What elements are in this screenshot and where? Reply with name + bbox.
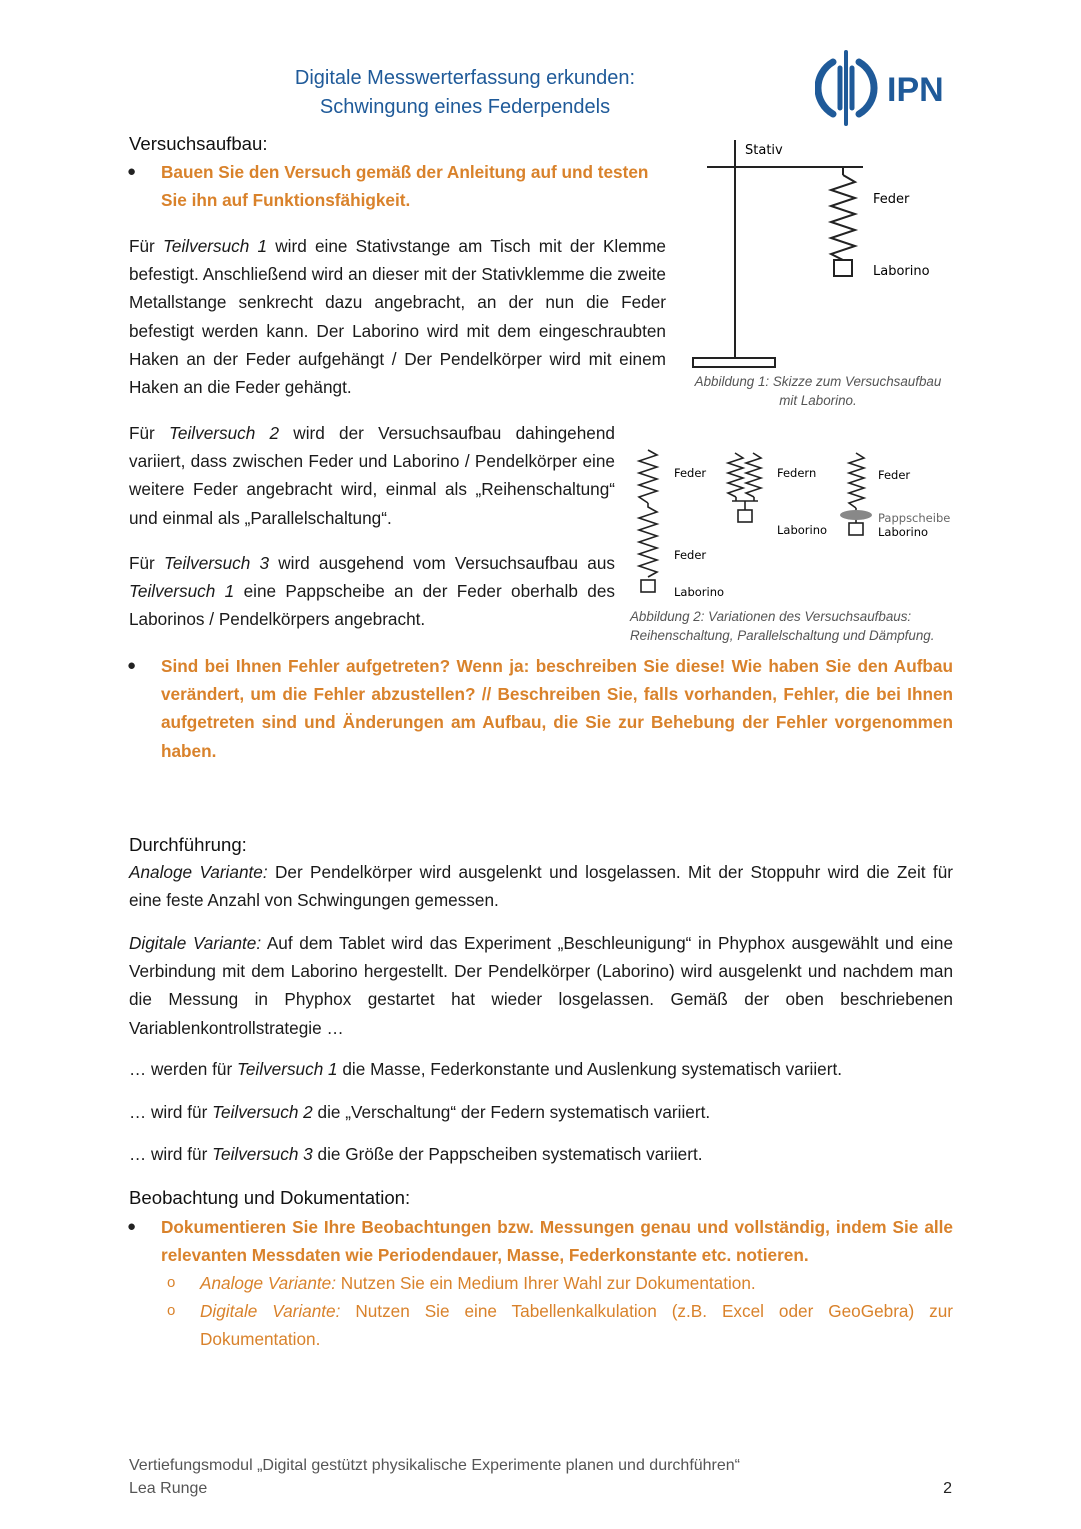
label-laborino-b: Laborino [777,523,828,537]
text-run-italic: Analoge Variante: [129,862,268,882]
text-run: die Masse, Federkonstante und Auslenkung systematisch variiert. [337,1059,843,1079]
spring-parallel-left [728,453,743,497]
setup-paragraph-2 [129,419,615,532]
bullet-icon: ● [127,163,137,180]
setup-task-2: Sind bei Ihnen Fehler aufgetreten? Wenn ja: beschreiben Sie diese! Wie haben Sie den Aufbau verändert, um die Fehler abzustellen? // Beschreiben Sie, falls vorhanden, Fehler, die bei Ihnen aufgetreten sind und Änderungen am Aufbau, die Sie zur Behebung der Fehler vorgenommen haben. [161,656,953,761]
text-run: wird eine Stativstange am Tisch mit der Klemme befestigt. Anschließend wird an dieser mit der Stativklemme die zweite Metallstange senkrecht dazu angebracht, an der nun die Feder befestigt werden kann. Der Laborino wird mit dem eingeschraubten Haken an der Feder aufgehängt / Der Pendelkörper wird mit einem Haken an die Feder gehängt. [129,236,666,398]
text-run-italic: Teilversuch 1 [129,581,235,602]
procedure-variation-3 [129,1140,953,1168]
text-run-italic: Teilversuch 2 [212,1102,313,1122]
text-run-italic: Teilversuch 1 [236,1059,338,1079]
observation-sub-2 [200,1297,953,1353]
label-federn: Federn [777,466,817,480]
label-laborino: Laborino [873,264,930,279]
text-run: Nutzen Sie ein Medium Ihrer Wahl zur Dokumentation. [336,1273,756,1293]
text-run-italic: Teilversuch 1 [162,236,268,256]
text-run: Auf dem Tablet wird das Experiment „Beschleunigung“ in Phyphox ausgewählt und eine Verbindung mit dem Laborino hergestellt. Der Pendelkörper (Laborino) wird ausgelenkt und nachdem man die Messung in Phyphox gestartet hat wieder losgelassen. Gemäß der oben beschriebenen Variablenkontrollstrategie … [129,933,953,1038]
label-feder-c: Feder [878,468,911,482]
setup-task-1-line-1: Bauen Sie den Versuch gemäß der Anleitung auf und testen [161,162,649,182]
sub-bullet-icon: o [167,1302,176,1319]
caption-line: Reihenschaltung, Parallelschaltung und Dämpfung. [630,628,935,643]
label-feder: Feder [873,192,910,207]
caption-line: mit Laborino. [779,393,857,408]
setup-heading: Versuchsaufbau: [129,133,268,154]
title-line-2: Schwingung eines Federpendels [319,96,611,118]
label-laborino-a: Laborino [674,585,725,599]
text-run: eine Pappscheibe an der Feder oberhalb des Laborinos / Pendelkörpers angebracht. [129,581,615,630]
text-run: Für [129,553,164,573]
label-pappscheibe: Pappscheibe [878,511,951,525]
laborino-box [834,260,852,276]
text-run-italic: Analoge Variante: [200,1273,337,1293]
caption-line: Abbildung 2: Variationen des Versuchsaufbaus: [630,609,912,624]
procedure-heading: Durchführung: [129,834,247,855]
text-run: Der Pendelkörper wird ausgelenkt und losgelassen. Mit der Stoppuhr wird die Zeit für eine feste Anzahl von Schwingungen gemessen. [129,862,953,911]
page-number: 2 [943,1480,952,1497]
title-line-1: Digitale Messwerterfassung erkunden: [294,67,636,89]
label-feder-b: Feder [674,548,707,562]
figure-2-caption [630,607,970,645]
text-run: wird ausgehend vom Versuchsaufbau aus [269,553,615,573]
setup-task-1-line-2: Sie ihn auf Funktionsfähigkeit. [161,190,411,211]
procedure-variation-1 [129,1055,953,1083]
bullet-icon: ● [127,657,137,674]
spring [831,175,855,260]
text-run: wird der Versuchsaufbau dahingehend variiert, dass zwischen Feder und Laborino / Pendelkörper eine weitere Feder angebracht wird, einmal als „Reihenschaltung“ und einmal als „Parallelschaltung“. [129,423,615,528]
page-title [230,64,700,122]
observation-sub-1 [200,1269,953,1297]
text-run-italic: Digitale Variante: [129,933,262,953]
text-run: … werden für [129,1059,237,1079]
setup-task-1 [161,158,671,214]
spring-parallel-right [746,453,761,497]
text-run: … wird für [129,1102,213,1122]
figure-1-caption [686,372,950,410]
text-run: … wird für [129,1144,213,1164]
setup-paragraph-3 [129,549,615,634]
label-laborino-c: Laborino [878,525,929,539]
text-run-italic: Teilversuch 2 [169,423,280,443]
figure-2-sketch [628,445,968,605]
spring-series-top [639,450,657,503]
label-feder-a: Feder [674,466,707,480]
figure-1-sketch [685,130,985,370]
text-run: Für [129,236,163,256]
text-run: die Größe der Pappscheiben systematisch variiert. [312,1144,703,1164]
ipn-logo-icon [815,48,960,128]
sub-bullet-icon: o [167,1274,176,1291]
text-run: die „Verschaltung“ der Federn systematisch variiert. [312,1102,711,1122]
laborino-box-series [641,580,655,592]
caption-line: Abbildung 1: Skizze zum Versuchsaufbau [694,374,942,389]
text-run: Für [129,423,169,443]
procedure-variation-2 [129,1098,953,1126]
text-run-italic: Teilversuch 3 [163,553,270,573]
footer-author: Lea Runge [129,1480,208,1497]
procedure-digital [129,929,953,1042]
procedure-analog [129,858,953,914]
setup-paragraph-1 [129,232,666,401]
observation-heading: Beobachtung und Dokumentation: [129,1187,411,1208]
spring-damping [849,453,864,508]
logo-text: IPN [887,71,944,109]
ipn-logo [815,48,960,128]
text-run: Nutzen Sie eine Tabellenkalkulation (z.B. Excel oder GeoGebra) zur Dokumentation. [200,1301,953,1350]
laborino-box-damping [849,523,863,535]
pappscheibe-disc [840,510,872,520]
footer-module: Vertiefungsmodul „Digital gestützt physikalische Experimente planen und durchführen“ [129,1457,741,1474]
spring-series-bottom [639,503,657,577]
observation-task: Dokumentieren Sie Ihre Beobachtungen bzw. Messungen genau und vollständig, indem Sie alle relevanten Messdaten wie Periodendauer, Masse, Federkonstante etc. notieren. [161,1217,953,1266]
label-stativ: Stativ [745,143,783,158]
text-run-italic: Teilversuch 3 [212,1144,313,1164]
laborino-box-parallel [738,510,752,522]
text-run-italic: Digitale Variante: [200,1301,341,1321]
stand-base [693,358,775,367]
bullet-icon: ● [127,1218,137,1235]
